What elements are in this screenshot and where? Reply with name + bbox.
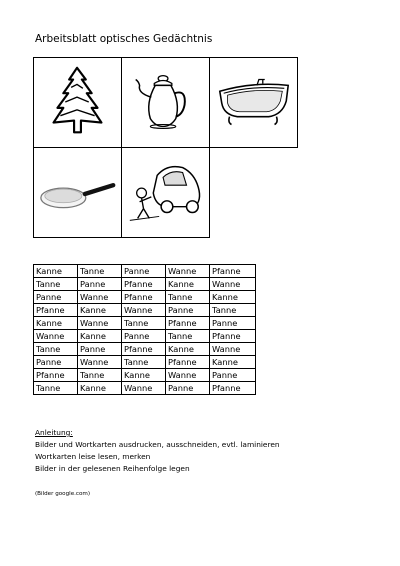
word-cell: Tanne [166,291,210,304]
table-row [34,317,256,330]
word-cell: Panne [122,330,166,343]
word-cell: Panne [78,278,122,291]
instruction-line: Bilder und Wortkarten ausdrucken, ausschneiden, evtl. laminieren [35,440,280,449]
word-cell: Panne [78,343,122,356]
image-credit: (Bilder google.com) [35,491,91,497]
table-row [34,330,256,343]
word-cell: Pfanne [122,278,166,291]
teapot-icon [122,58,209,147]
word-cell: Kanne [78,304,122,317]
word-cell: Tanne [34,382,78,395]
word-cell: Kanne [34,265,78,278]
table-row [34,356,256,369]
instructions-heading: Anleitung: [35,428,73,437]
word-cell: Wanne [166,369,210,382]
word-cell: Pfanne [210,382,256,395]
word-cell: Tanne [166,330,210,343]
word-cell: Kanne [78,330,122,343]
word-cell: Tanne [34,278,78,291]
word-cell: Wanne [34,330,78,343]
picture-card-pfanne [33,147,122,238]
word-cell: Wanne [166,265,210,278]
word-cell: Pfanne [166,317,210,330]
table-row [34,343,256,356]
page-title: Arbeitsblatt optisches Gedächtnis [35,33,213,45]
instruction-line: Bilder in der gelesenen Reihenfolge legen [35,464,190,473]
word-cell: Pfanne [34,304,78,317]
table-row [34,304,256,317]
word-cell: Panne [166,382,210,395]
table-row [34,382,256,395]
picture-card-tanne [33,57,122,148]
word-cell: Kanne [78,382,122,395]
word-cell: Tanne [78,265,122,278]
word-cell: Pfanne [34,369,78,382]
word-cell: Panne [210,369,256,382]
word-cell: Panne [34,356,78,369]
instructions [35,427,280,475]
bathtub-icon [210,58,297,147]
word-cell: Kanne [166,343,210,356]
word-cell: Kanne [210,356,256,369]
word-cell: Tanne [122,317,166,330]
picture-card-kanne [121,57,210,148]
word-cell: Kanne [34,317,78,330]
picture-grid [33,57,298,238]
table-row [34,278,256,291]
word-cell: Panne [122,265,166,278]
word-cell: Kanne [122,369,166,382]
word-cell: Pfanne [210,265,256,278]
fir-tree-icon [34,58,121,147]
word-cell: Wanne [78,291,122,304]
car-breakdown-icon [122,148,209,237]
word-table [33,264,256,395]
word-cell: Wanne [210,343,256,356]
word-cell: Tanne [34,343,78,356]
word-cell: Wanne [122,304,166,317]
word-cell: Kanne [210,291,256,304]
word-cell: Tanne [78,369,122,382]
word-cell: Pfanne [210,330,256,343]
word-cell: Wanne [78,317,122,330]
table-row [34,369,256,382]
word-cell: Panne [210,317,256,330]
word-cell: Pfanne [122,291,166,304]
word-cell: Panne [34,291,78,304]
picture-card-panne [121,147,210,238]
word-cell: Panne [166,304,210,317]
word-cell: Wanne [78,356,122,369]
word-cell: Wanne [210,278,256,291]
word-cell: Tanne [122,356,166,369]
word-cell: Wanne [122,382,166,395]
word-cell: Pfanne [122,343,166,356]
table-row [34,291,256,304]
word-cell: Kanne [166,278,210,291]
word-cell: Tanne [210,304,256,317]
picture-card-wanne [209,57,298,148]
word-cell: Pfanne [166,356,210,369]
table-row [34,265,256,278]
instruction-line: Wortkarten leise lesen, merken [35,452,151,461]
frying-pan-icon [34,148,121,237]
